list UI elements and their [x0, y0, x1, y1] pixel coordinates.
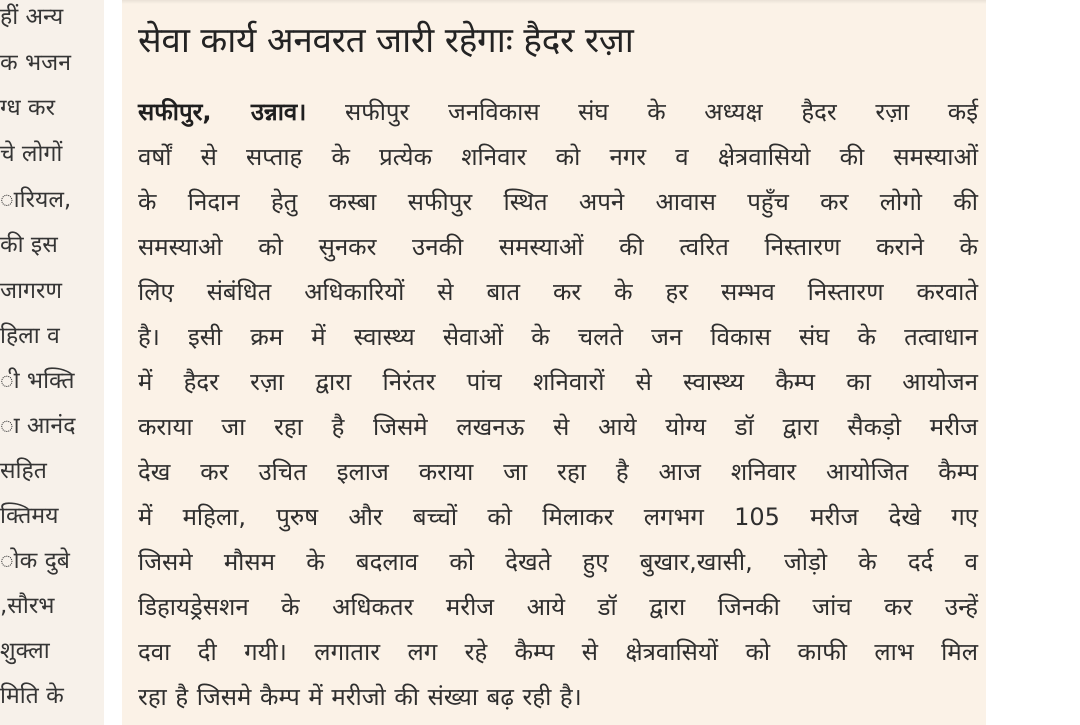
left-fragment-line: ारियल, — [0, 187, 72, 213]
left-fragment-line: ा आनंद — [0, 413, 76, 439]
body-line: जिसमे मौसम के बदलाव को देखते हुए बुखार,खासी, जोड़ो के दर्द व — [138, 548, 978, 576]
article-headline: सेवा कार्य अनवरत जारी रहेगाः हैदर रज़ा — [138, 21, 634, 61]
left-fragment-line: की इस — [0, 232, 58, 258]
left-fragment-line: चे लोगों — [0, 141, 63, 167]
left-fragment-line: ी भक्ति — [0, 368, 75, 394]
body-line: देख कर उचित इलाज कराया जा रहा है आज शनिवार आयोजित कैम्प — [138, 458, 978, 486]
left-fragment-line: मिति के — [0, 683, 64, 709]
left-fragment-line: शुक्ला — [0, 638, 50, 664]
body-line: में हैदर रज़ा द्वारा निरंतर पांच शनिवारों से स्वास्थ्य कैम्प का आयोजन — [138, 368, 978, 396]
body-line: समस्याओ को सुनकर उनकी समस्याओं की त्वरित निस्तारण कराने के — [138, 233, 978, 261]
body-line: के निदान हेतु कस्बा सफीपुर स्थित अपने आवास पहुँच कर लोगो की — [138, 188, 978, 216]
body-line: में महिला, पुरुष और बच्चों को मिलाकर लगभग 105 मरीज देखे गए — [138, 503, 978, 531]
body-line-text: सफीपुर जनविकास संघ के अध्यक्ष हैदर रज़ा कई — [306, 98, 979, 126]
news-article — [122, 0, 986, 725]
body-line: दवा दी गयी। लगातार लग रहे कैम्प से क्षेत्रवासियों को काफी लाभ मिल — [138, 638, 978, 666]
left-fragment-line: हिला व — [0, 323, 60, 349]
left-fragment-line: सहित — [0, 458, 47, 484]
left-fragment-line: हीं अन्य — [0, 4, 64, 30]
body-line: है। इसी क्रम में स्वास्थ्य सेवाओं के चलते जन विकास संघ के तत्वाधान — [138, 323, 978, 351]
page-margin — [986, 0, 1080, 725]
body-line — [138, 90, 978, 135]
article-body — [138, 90, 978, 720]
article-dateline: सफीपुर, उन्नाव। — [138, 98, 307, 126]
adjacent-column-fragment — [0, 0, 104, 725]
left-fragment-line: ोक दुबे — [0, 548, 70, 574]
clipped-edge — [122, 0, 986, 4]
body-line: कराया जा रहा है जिसमे लखनऊ से आये योग्य डॉ द्वारा सैकड़ो मरीज — [138, 413, 978, 441]
column-gutter — [104, 0, 122, 725]
left-fragment-line: ग्ध कर — [0, 95, 55, 121]
body-line: लिए संबंधित अधिकारियों से बात कर के हर सम्भव निस्तारण करवाते — [138, 278, 978, 306]
body-line: डिहायड्रेसशन के अधिकतर मरीज आये डॉ द्वारा जिनकी जांच कर उन्हें — [138, 593, 978, 621]
left-fragment-line: जागरण — [0, 278, 63, 304]
left-fragment-line: क्तिमय — [0, 503, 59, 529]
left-fragment-line: क भजन — [0, 50, 71, 76]
left-fragment-line: ,सौरभ — [0, 593, 55, 619]
body-line: रहा है जिसमे कैम्प में मरीजो की संख्या बढ़ रही है। — [138, 683, 582, 711]
body-line: वर्षों से सप्ताह के प्रत्येक शनिवार को नगर व क्षेत्रवासियो की समस्याओं — [138, 143, 978, 171]
